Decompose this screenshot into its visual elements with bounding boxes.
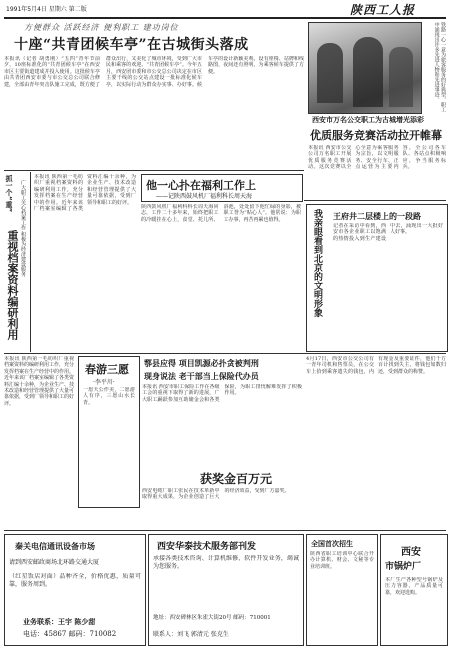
left-feature-sub: 广大职工关心档案工作 积极为经济建设服务	[20, 180, 26, 277]
ad-left-text1: 秦关电信通讯设备市场	[15, 541, 95, 551]
award-body: 西安电缆厂职工张民在技术革新中取得重大成果，为企业创造了巨大的经济效益，受到厂方嘉奖。	[142, 488, 290, 501]
side-feature-headline: 王府井二层楼上的一段路	[333, 211, 421, 221]
top-story	[4, 20, 304, 170]
ad-right-small-body: 陕西省职工培训中心联合开办计算机、财会、文秘等专业培训班。	[310, 551, 374, 570]
ad-right-big-title1: 西安	[401, 547, 421, 558]
rule-2	[304, 200, 446, 201]
ad-right-big-body: 本厂生产各种型号锅炉及压力容器，产品质量可靠，欢迎选购。	[385, 577, 443, 596]
ad-left	[4, 534, 146, 646]
ad-right-big	[380, 534, 448, 646]
ad-left-text3: （红星饭店对面）品种齐全，价格优惠，质量可靠，服务周到。	[9, 573, 141, 588]
ad-middle-address: 地址：西安碑林区朱雀大街20号 邮码：710001	[153, 615, 271, 621]
rule-v1	[30, 172, 31, 352]
award-headline: 获奖金百万元	[200, 472, 273, 486]
ad-left-text2: 请到西安邮政商场北环路交通大厦	[9, 559, 100, 566]
left-feature-body: 本报讯 陕西第一毛纺织厂重视档案资料的编研利用工作，充分发挥档案在生产经营中的作用。近年来该厂档案室编辑了各类资料汇编十余种，为企业生产、技术改造和经营管理提供了大量可靠依据，受到厂领导和职工的好评。	[34, 174, 136, 213]
insurance-line1: 鄠县应得 项目凯源必扑贪被判刑	[144, 358, 259, 368]
top-story-kicker: 方便群众 活跃经济 便利职工 建功岗位	[24, 23, 179, 32]
poem-title: 春游三愿	[85, 363, 129, 376]
side-feature-box	[306, 204, 448, 352]
side-feature-body: 记者在采访中看到，西安市各企业职工以饱满的热情投入到生产建设中去，涌现出一大批好人好事。	[333, 223, 443, 242]
poem-body: 一愿天公作美，二愿游人有序，三愿山水长青。	[83, 387, 135, 406]
welfare-sub: ——记陕西鼓风机厂福利科长周天海	[156, 193, 253, 200]
date-line: 1991年5月4日 星期六 第二版	[6, 6, 87, 13]
ad-left-contact: 业务联系：王宇 陈少甜	[23, 617, 96, 626]
ad-right-small	[306, 534, 378, 646]
side-vertical-head: 我亲眼看到北京的文明形象	[312, 209, 322, 317]
paper-name: 陕西工人报	[350, 3, 416, 17]
ad-right-big-title2: 市锅炉厂	[385, 562, 422, 572]
welfare-headline: 他一心扑在福利工作上	[146, 179, 256, 192]
news-photo	[308, 22, 422, 114]
photo-caption: 西安市万名公交职工为古城增光添彩	[312, 115, 424, 124]
service-body: 本报讯 西安市公交公司万名职工开展优质服务竞赛活动。这次竞赛以全心全意为乘客服务为宗旨，以文明服务、安全行车、正点运营为主要内容，全公司各车队、各站点积极响应，争当服务标兵。	[308, 145, 446, 171]
left-feature-headline: 重视档案资料编研利用	[6, 230, 19, 340]
bottom-right-body: 4月17日，西安市公交公司有一青年司机和售票员，在公交车上拾到乘客遗失的钱包，内有现金及重要证件，他们千方百计找到失主，将钱包如数归还，受到群众的称赞。	[306, 356, 446, 375]
lower-left-text: 本报讯 陕西第一毛纺织厂重视档案资料的编研利用工作，充分发挥档案在生产经营中的作用。近年来该厂档案室编辑了各类资料汇编十余种，为企业生产、技术改造和经营管理提供了大量可靠依据，受到厂领导和职工的好评。	[4, 356, 74, 407]
ad-left-phone: 电话：45867 邮码：710082	[23, 630, 117, 638]
welfare-headline-box	[141, 174, 303, 202]
left-feature-kicker: 抓一个“重”	[5, 175, 13, 213]
poem-author: ·李平川·	[93, 379, 115, 386]
service-headline: 优质服务竞赛活动拉开帷幕	[310, 129, 442, 142]
ad-middle	[148, 534, 304, 646]
ad-middle-body: 承接各类技术咨询、计算机维修、软件开发业务，竭诚为您服务。	[153, 555, 299, 570]
poem-box	[78, 356, 140, 508]
right-column-text: 铁路一心一意为旅客服务的好典型，职工中涌现出许多先进人物和先进事迹。	[433, 22, 446, 112]
ad-right-small-title: 全国首次招生	[311, 539, 353, 548]
ad-middle-title: 西安华泰技术服务部刊发	[157, 542, 257, 552]
insurance-body: 本报讯 西安市职工保险工作在各级工会的重视下取得了新的进展，广大职工踊跃参加互助储金会和各类保险，为职工排忧解难发挥了积极作用。	[142, 384, 302, 403]
top-story-headline: 十座“共青团候车亭”在古城街头落成	[14, 37, 249, 53]
masthead-rule	[4, 17, 446, 19]
rule-3	[4, 353, 446, 354]
insurance-line2: 现身说法 老干部当上保险代办员	[144, 371, 259, 381]
rule-4	[4, 530, 446, 531]
top-story-body: 本报讯（记者 胡勇刚）“五四”青年节前夕，10座标准化的“共青团候车亭”在西安市区主要街道建成并投入使用。这批候车亭由共青团西安市委与市公交总公司联合修建，全部由青年突击队施工完成，既方便了群众出行，又美化了城市环境，受到广大市民和乘客的欢迎。“共青团候车亭”。今年五月，西安团市委和市公交总公司决定在市区主要干线的公交站点建设一批标准化候车亭，以实际行动为群众办实事、办好事。候车亭的设计新颖美观，设有座椅、站牌和线路图，夜间还有照明，为乘客候车提供了方便。	[4, 56, 304, 88]
ad-middle-contact: 联系人：刘飞 郭清元 张克生	[153, 631, 229, 638]
rule-1	[4, 170, 304, 171]
welfare-body: 陕西鼓风机厂福利科科长周天海同志，工作二十多年来，始终把职工的冷暖挂在心上，食堂、托儿所、浴池，处处留下他忙碌的身影，被职工誉为“贴心人”。他常说：为职工办事，再苦再累也值得。	[141, 204, 301, 223]
